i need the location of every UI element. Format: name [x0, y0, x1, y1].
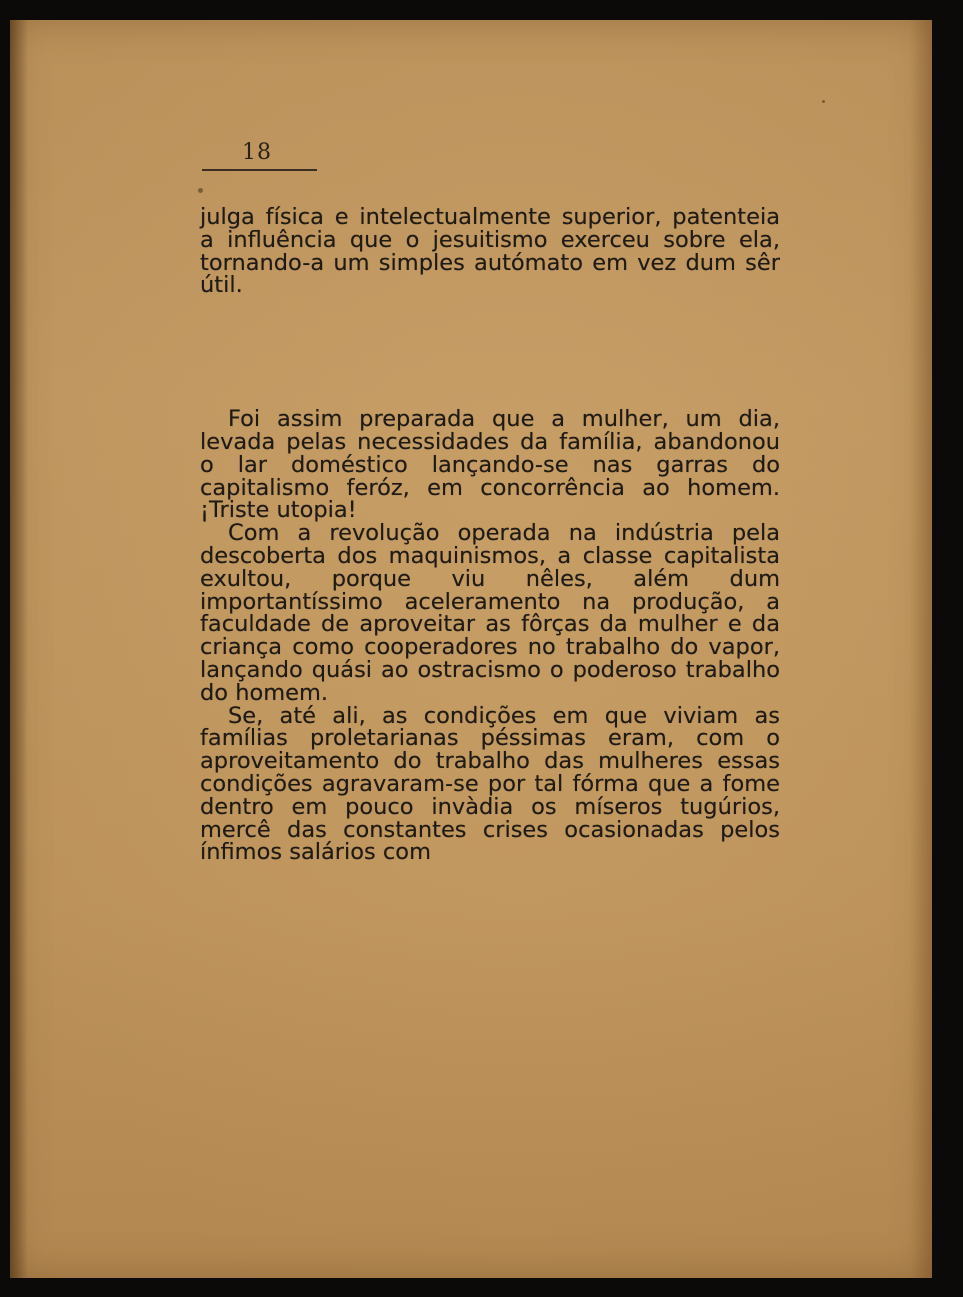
ink-spot — [822, 100, 825, 103]
spine-shadow — [10, 20, 28, 1278]
ink-spot — [198, 188, 203, 193]
paragraph-3: Com a revolução operada na indústria pela descoberta dos maquinismos, a classe capitalista exultou, porque viu nêles, além dum importantíssimo aceleramento na produção, a faculdade de aproveitar as fôrças da mulher e da criança como cooperadores no trabalho do vapor, lançando quási ao ostracismo o poderoso trabalho do homem. — [200, 520, 780, 706]
paragraph-1: julga física e intelectualmente superior, patenteia a influência que o jesuitismo exerceu sobre ela, tornando-a um simples autómato em vez dum sêr útil. — [200, 204, 780, 299]
page-edge — [910, 20, 932, 1278]
book-page — [10, 20, 932, 1278]
body-text — [200, 206, 780, 864]
page-number: 18 — [242, 140, 272, 165]
page-header — [202, 140, 322, 171]
paragraph-4: Se, até ali, as condições em que viviam as famílias proletarianas péssimas eram, com o aproveitamento do trabalho das mulheres essas condições agravaram-se por tal fórma que a fome dentro em pouco invàdia os míseros tugúrios, mercê das constantes crises ocasionadas pelos ínfimos salários com — [200, 702, 780, 866]
paragraph-2: Foi assim preparada que a mulher, um dia, levada pelas necessidades da família, abandonou o lar doméstico lançando-se nas garras do capitalismo feróz, em concorrência ao homem. ¡Triste utopia! — [200, 406, 780, 524]
header-rule — [202, 169, 317, 171]
